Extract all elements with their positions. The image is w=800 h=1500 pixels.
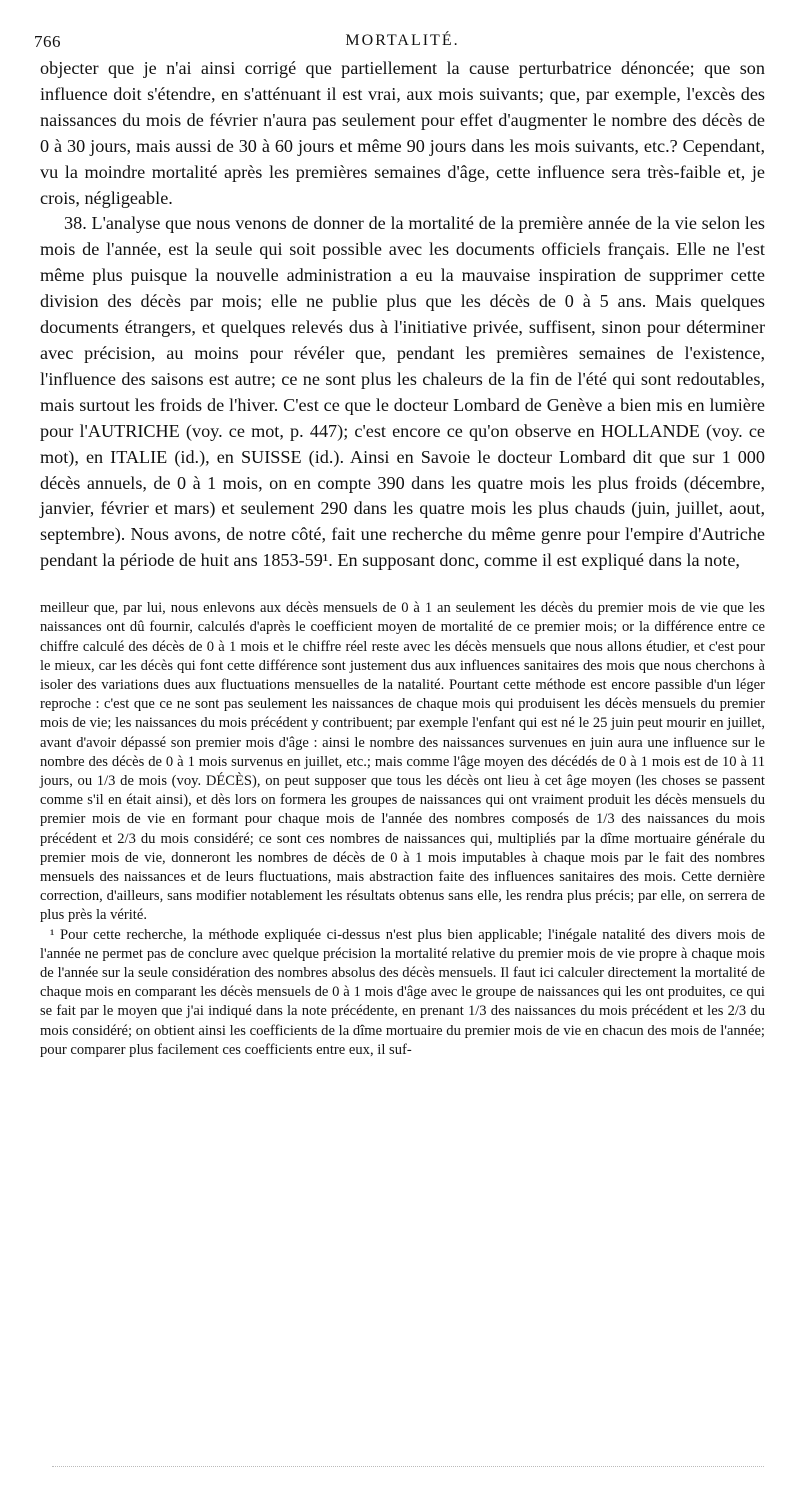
footnote-continuation: meilleur que, par lui, nous enlevons aux décès mensuels de 0 à 1 an seulement les décès du premier mois de vie que les naissances ont dû fournir, calculés d'après le coefficient moyen de mortalité de ce premier mois; or la différence entre ce chiffre calculé des décès de 0 à 1 mois et le chiffre réel reste avec les décès mensuels que nous allons étudier, et c'est pour le mieux, car les décès qui font cette différence sont justement dus aux influences sanitaires des mois que nous cherchons à isoler des variations dues aux fluctuations mensuelles de la natalité. Pourtant cette méthode est encore passible d'un léger reproche : c'est que ce ne sont pas seulement les naissances de chaque mois qui produisent les décès mensuels du premier mois de vie; les naissances du mois précédent y contribuent; par exemple l'enfant qui est né le 25 juin peut mourir en juillet, avant d'avoir dépassé son premier mois d'âge : ainsi le nombre des naissances survenues en juin aura une influence sur le nombre des décès de 0 à 1 mois survenus en juillet, etc.; mais comme l'âge moyen des décédés de 0 à 1 mois est de 10 à 11 jours, ou 1/3 de mois (voy. DÉCÈS), on peut supposer que tous les décès ont lieu à cet âge moyen (les choses se passent comme s'il en était ainsi), et dès lors on formera les groupes de naissances qui ont vraiment produit les décès mensuels du premier mois de vie en formant pour chaque mois de l'année des nombres composés de 1/3 des naissances du mois précédent et 2/3 du mois considéré; ce sont ces nombres de naissances qui, multipliés par la dîme mortuaire générale du premier mois de vie, donneront les nombres de décès de 0 à 1 mois imputables à chaque mois par le fait des nombres mensuels des naissances et de leurs fluctuations, mais abstraction faite des influences sanitaires des mois. Cette dernière correction, d'ailleurs, sans modifier notablement les résultats obtenus sans elle, les rendra plus précis; par elle, on serrera de plus près la vérité. [40,600,765,924]
page-number: 766 [34,32,61,51]
footnotes [40,599,765,1060]
running-title: MORTALITÉ. [345,32,460,49]
footnote-1: ¹ Pour cette recherche, la méthode expliquée ci-dessus n'est plus bien applicable; l'inégale natalité des divers mois de l'année ne permet pas de conclure avec quelque précision la mortalité relative du premier mois de vie propre à chaque mois de l'année sur la seule considération des nombres absolus des décès mensuels. Il faut ici calculer directement la mortalité de chaque mois en comparant les décès mensuels de 0 à 1 mois d'âge avec le groupe de naissances qui les ont produites, ce qui se fait par le moyen que j'ai indiqué dans la note précédente, en prenant 1/3 des naissances du mois précédent et les 2/3 du mois considéré; on obtient ainsi les coefficients de la dîme mortuaire du premier mois de vie en chacun des mois de l'année; pour comparer plus facilement ces coefficients entre eux, il suf- [40,926,765,1058]
main-text [40,56,765,574]
document-page [34,28,765,1060]
page-header [34,28,765,56]
paragraph-continuation: objecter que je n'ai ainsi corrigé que partiellement la cause perturbatrice dénoncée; que son influence doit s'étendre, en s'atténuant il est vrai, aux mois suivants; que, par exemple, l'excès des naissances du mois de février n'aura pas seulement pour effet d'augmenter le nombre des décès de 0 à 30 jours, mais aussi de 30 à 60 jours et même 90 jours dans les mois suivants, etc.? Cependant, vu la moindre mortalité après les premières semaines d'âge, cette influence sera très-faible et, je crois, négligeable. [40,58,765,208]
bottom-rule [52,1466,764,1467]
paragraph-38: 38. L'analyse que nous venons de donner de la mortalité de la première année de la vie selon les mois de l'année, est la seule qui soit possible avec les documents officiels français. Elle ne l'est même plus puisque la nouvelle administration a eu la mauvaise inspiration de supprimer cette division des décès par mois; elle ne publie plus que les décès de 0 à 5 ans. Mais quelques documents étrangers, et quelques relevés dus à l'initiative privée, suffisent, sinon pour déterminer avec précision, au moins pour révéler que, pendant les premières semaines de l'existence, l'influence des saisons est autre; ce ne sont plus les chaleurs de la fin de l'été qui sont redoutables, mais surtout les froids de l'hiver. C'est ce que le docteur Lombard de Genève a bien mis en lumière pour l'AUTRICHE (voy. ce mot, p. 447); c'est encore ce qu'on observe en HOLLANDE (voy. ce mot), en ITALIE (id.), en SUISSE (id.). Ainsi en Savoie le docteur Lombard dit que sur 1 000 décès annuels, de 0 à 1 mois, on en compte 390 dans les quatre mois les plus froids (décembre, janvier, février et mars) et seulement 290 dans les quatre mois les plus chauds (juin, juillet, aout, septembre). Nous avons, de notre côté, fait une recherche du même genre pour l'empire d'Autriche pendant la période de huit ans 1853-59¹. En supposant donc, comme il est expliqué dans la note, [40,213,765,571]
